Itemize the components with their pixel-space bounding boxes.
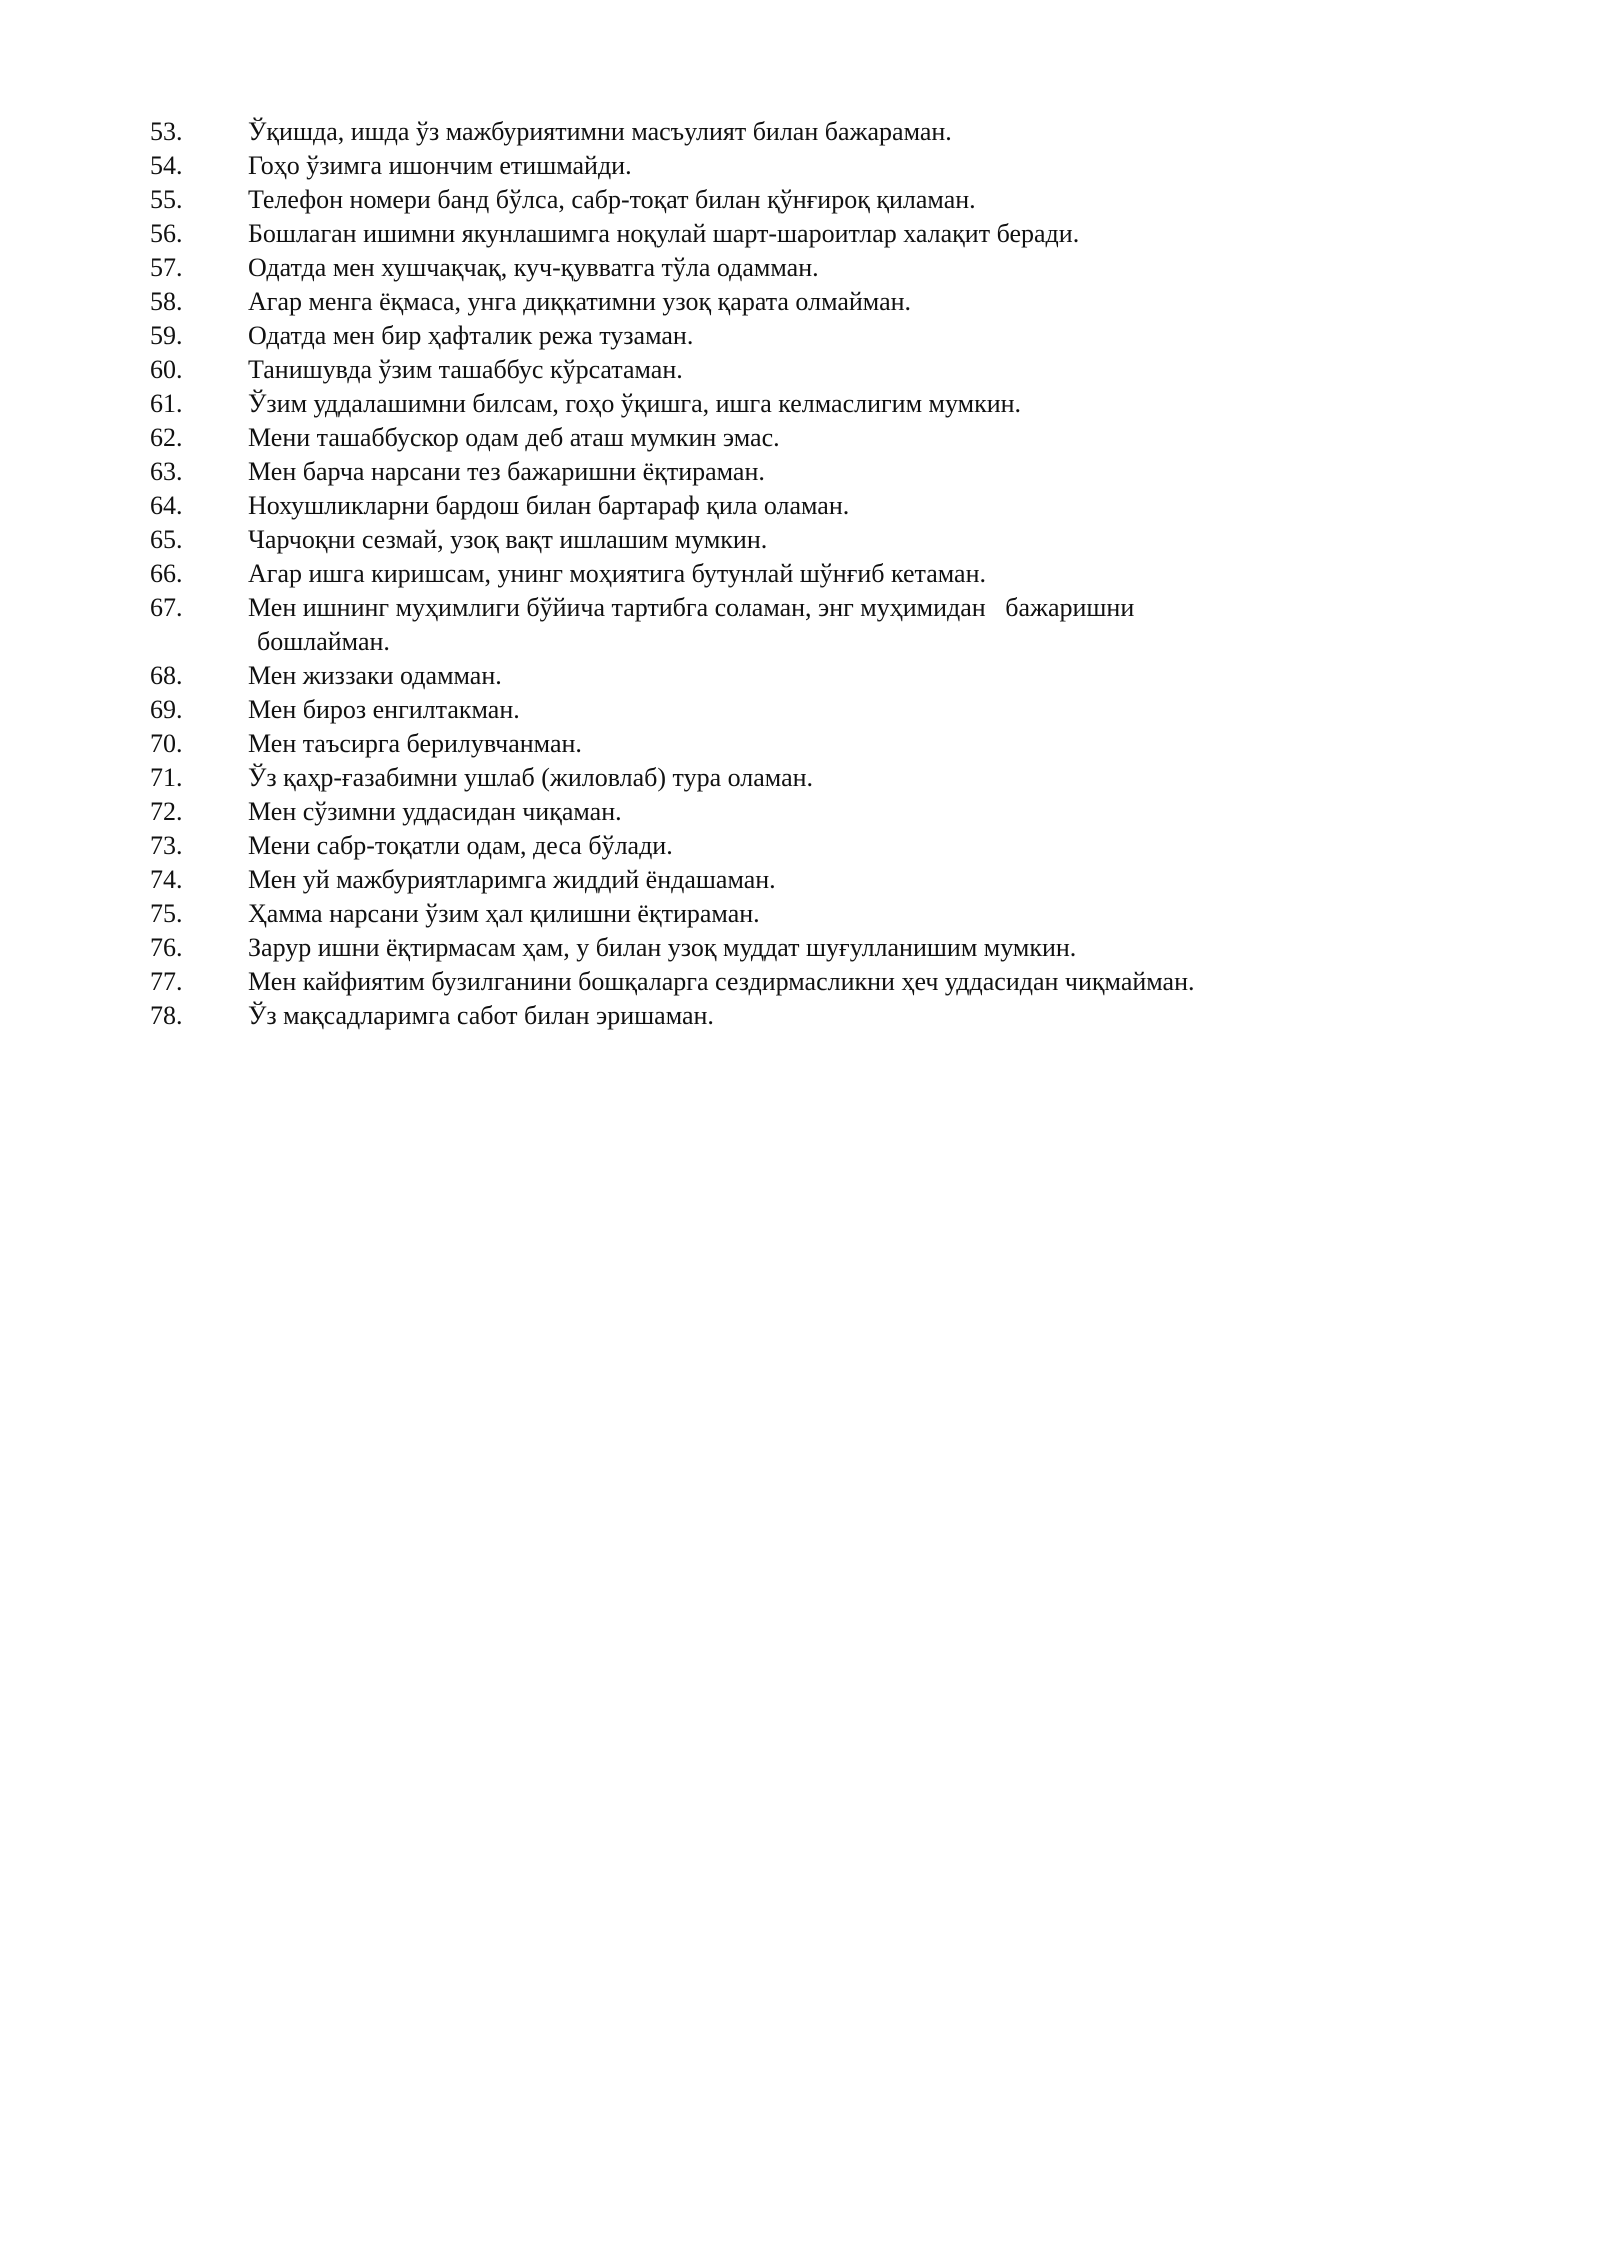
item-text: Мени ташаббускор одам деб аташ мумкин эмас.: [248, 423, 780, 452]
item-number: 55.: [150, 185, 183, 214]
list-item: [150, 557, 1410, 591]
item-text: Ўзим уддалашимни билсам, гоҳо ўқишга, ишга келмаслигим мумкин.: [248, 389, 1022, 418]
item-number: 57.: [150, 253, 183, 282]
list-item: [150, 829, 1410, 863]
item-text: Телефон номери банд бўлса, сабр-тоқат билан қўнғироқ қиламан.: [248, 185, 976, 214]
item-number: 74.: [150, 865, 183, 894]
item-text: Зарур ишни ёқтирмасам ҳам, у билан узоқ муддат шуғулланишим мумкин.: [248, 933, 1077, 962]
list-item: [150, 727, 1410, 761]
item-number: 53.: [150, 117, 183, 146]
list-item: [150, 931, 1410, 965]
item-text: Мен бироз енгилтакман.: [248, 695, 520, 724]
list-item: [150, 455, 1410, 489]
item-number: 76.: [150, 933, 183, 962]
item-text: Мен барча нарсани тез бажаришни ёқтираман.: [248, 457, 765, 486]
list-item: [150, 251, 1410, 285]
list-item: [150, 795, 1410, 829]
item-text: Агар ишга киришсам, унинг моҳиятига бутунлай шўнғиб кетаман.: [248, 559, 986, 588]
questionnaire-list: [150, 115, 1410, 1033]
list-item: [150, 149, 1410, 183]
list-item: [150, 523, 1410, 557]
item-number: 71.: [150, 763, 183, 792]
item-text: Мен уй мажбуриятларимга жиддий ёндашаман.: [248, 865, 776, 894]
list-item: [150, 693, 1410, 727]
list-item: [150, 489, 1410, 523]
item-number: 69.: [150, 695, 183, 724]
list-item: [150, 217, 1410, 251]
item-text: Мен ишнинг муҳимлиги бўйича тартибга соламан, энг муҳимидан бажаришни: [248, 593, 1135, 622]
item-number: 66.: [150, 559, 183, 588]
item-number: 65.: [150, 525, 183, 554]
item-text: Чарчоқни сезмай, узоқ вақт ишлашим мумкин.: [248, 525, 768, 554]
list-item: [150, 591, 1410, 659]
item-number: 60.: [150, 355, 183, 384]
item-number: 77.: [150, 967, 183, 996]
item-number: 63.: [150, 457, 183, 486]
item-text: Ўқишда, ишда ўз мажбуриятимни масъулият билан бажараман.: [248, 117, 952, 146]
item-number: 64.: [150, 491, 183, 520]
item-text: Мени сабр-тоқатли одам, деса бўлади.: [248, 831, 673, 860]
item-text: Мен таъсирга берилувчанман.: [248, 729, 582, 758]
item-text: Одатда мен хушчақчақ, куч-қувватга тўла одамман.: [248, 253, 819, 282]
list-item: [150, 897, 1410, 931]
item-number: 67.: [150, 593, 183, 622]
item-number: 73.: [150, 831, 183, 860]
item-text: Мен кайфиятим бузилганини бошқаларга сездирмасликни ҳеч уддасидан чиқмайман.: [248, 967, 1195, 996]
item-number: 62.: [150, 423, 183, 452]
list-item: [150, 387, 1410, 421]
item-number: 78.: [150, 1001, 183, 1030]
item-text: Танишувда ўзим ташаббус кўрсатаман.: [248, 355, 683, 384]
item-text: Гоҳо ўзимга ишончим етишмайди.: [248, 151, 632, 180]
list-item: [150, 863, 1410, 897]
item-text: Одатда мен бир ҳафталик режа тузаман.: [248, 321, 694, 350]
list-item: [150, 999, 1410, 1033]
list-item: [150, 965, 1410, 999]
list-item: [150, 761, 1410, 795]
item-number: 58.: [150, 287, 183, 316]
item-text: Ҳамма нарсани ўзим ҳал қилишни ёқтираман.: [248, 899, 760, 928]
list-item: [150, 115, 1410, 149]
list-item: [150, 183, 1410, 217]
item-text: Мен жиззаки одамман.: [248, 661, 502, 690]
item-number: 56.: [150, 219, 183, 248]
item-text: Нохушликларни бардош билан бартараф қила оламан.: [248, 491, 850, 520]
item-text: Мен сўзимни уддасидан чиқаман.: [248, 797, 622, 826]
list-item: [150, 285, 1410, 319]
item-number: 59.: [150, 321, 183, 350]
item-number: 54.: [150, 151, 183, 180]
list-item: [150, 421, 1410, 455]
list-item: [150, 659, 1410, 693]
item-number: 61.: [150, 389, 183, 418]
item-number: 72.: [150, 797, 183, 826]
list-item: [150, 353, 1410, 387]
item-number: 70.: [150, 729, 183, 758]
list-item: [150, 319, 1410, 353]
item-number: 68.: [150, 661, 183, 690]
item-text: Бошлаган ишимни якунлашимга ноқулай шарт-шароитлар халақит беради.: [248, 219, 1080, 248]
item-text-continuation: бошлайман.: [257, 627, 390, 656]
item-number: 75.: [150, 899, 183, 928]
item-text: Ўз мақсадларимга сабот билан эришаман.: [248, 1001, 714, 1030]
item-text: Ўз қаҳр-ғазабимни ушлаб (жиловлаб) тура оламан.: [248, 763, 814, 792]
item-text: Агар менга ёқмаса, унга диққатимни узоқ қарата олмайман.: [248, 287, 912, 316]
